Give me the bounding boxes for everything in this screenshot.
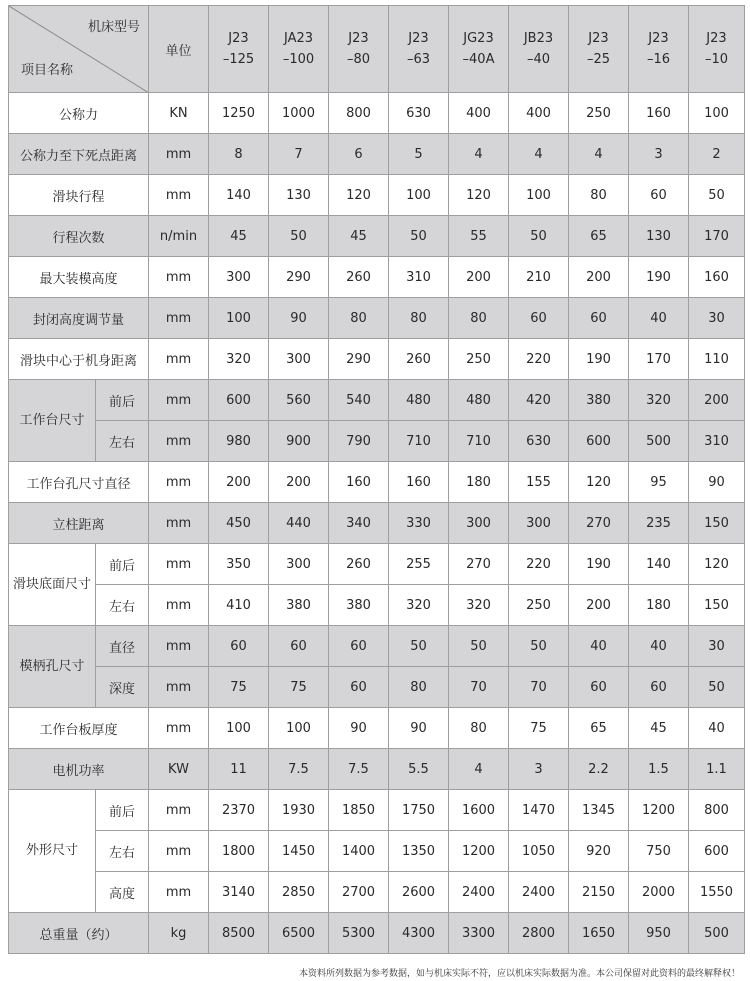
value-cell: 500 — [629, 421, 689, 462]
group-label: 模柄孔尺寸 — [9, 626, 96, 708]
value-cell: 50 — [509, 626, 569, 667]
value-cell: 80 — [449, 298, 509, 339]
spec-row — [9, 749, 745, 790]
row-label: 工作台板厚度 — [9, 708, 149, 749]
value-cell: 60 — [569, 667, 629, 708]
value-cell: 200 — [449, 257, 509, 298]
value-cell: 60 — [629, 667, 689, 708]
value-cell: 300 — [269, 544, 329, 585]
unit-cell: mm — [149, 626, 209, 667]
value-cell: 320 — [389, 585, 449, 626]
row-label: 最大装模高度 — [9, 257, 149, 298]
model-header-8 — [629, 6, 689, 93]
unit-cell: mm — [149, 872, 209, 913]
value-cell: 5300 — [329, 913, 389, 954]
value-cell: 330 — [389, 503, 449, 544]
sub-label: 前后 — [96, 544, 149, 585]
value-cell: 1050 — [509, 831, 569, 872]
value-cell: 8 — [209, 134, 269, 175]
value-cell: 155 — [509, 462, 569, 503]
spec-row — [9, 708, 745, 749]
row-label: 总重量（约） — [9, 913, 149, 954]
value-cell: 220 — [509, 339, 569, 380]
value-cell: 250 — [569, 93, 629, 134]
spec-table — [8, 5, 745, 954]
value-cell: 100 — [689, 93, 745, 134]
unit-cell: mm — [149, 134, 209, 175]
value-cell: 3 — [509, 749, 569, 790]
value-cell: 75 — [269, 667, 329, 708]
value-cell: 50 — [449, 626, 509, 667]
value-cell: 130 — [629, 216, 689, 257]
value-cell: 50 — [689, 175, 745, 216]
spec-row — [9, 134, 745, 175]
value-cell: 290 — [269, 257, 329, 298]
value-cell: 45 — [209, 216, 269, 257]
value-cell: 30 — [689, 298, 745, 339]
spec-row — [9, 421, 745, 462]
value-cell: 3300 — [449, 913, 509, 954]
value-cell: 310 — [689, 421, 745, 462]
model-series: JA23 — [283, 31, 314, 46]
model-series: J23 — [588, 31, 609, 46]
spec-row — [9, 667, 745, 708]
value-cell: 380 — [569, 380, 629, 421]
sub-label: 直径 — [96, 626, 149, 667]
value-cell: 120 — [329, 175, 389, 216]
model-size: –10 — [704, 52, 729, 67]
value-cell: 90 — [329, 708, 389, 749]
value-cell: 255 — [389, 544, 449, 585]
value-cell: 2000 — [629, 872, 689, 913]
model-size: –100 — [282, 52, 315, 67]
value-cell: 1200 — [449, 831, 509, 872]
row-label: 公称力至下死点距离 — [9, 134, 149, 175]
value-cell: 630 — [389, 93, 449, 134]
value-cell: 300 — [449, 503, 509, 544]
spec-row — [9, 339, 745, 380]
value-cell: 40 — [629, 626, 689, 667]
unit-cell: mm — [149, 421, 209, 462]
row-label: 封闭高度调节量 — [9, 298, 149, 339]
row-label: 工作台孔尺寸直径 — [9, 462, 149, 503]
model-size: –16 — [646, 52, 671, 67]
value-cell: 50 — [269, 216, 329, 257]
value-cell: 1350 — [389, 831, 449, 872]
value-cell: 270 — [569, 503, 629, 544]
value-cell: 120 — [569, 462, 629, 503]
value-cell: 300 — [269, 339, 329, 380]
sub-label: 左右 — [96, 585, 149, 626]
value-cell: 1.1 — [689, 749, 745, 790]
value-cell: 3140 — [209, 872, 269, 913]
spec-row — [9, 585, 745, 626]
value-cell: 4 — [449, 134, 509, 175]
unit-cell: mm — [149, 667, 209, 708]
value-cell: 1470 — [509, 790, 569, 831]
value-cell: 90 — [269, 298, 329, 339]
unit-cell: mm — [149, 175, 209, 216]
value-cell: 90 — [389, 708, 449, 749]
value-cell: 4 — [509, 134, 569, 175]
value-cell: 100 — [269, 708, 329, 749]
value-cell: 100 — [209, 708, 269, 749]
unit-cell: mm — [149, 462, 209, 503]
value-cell: 30 — [689, 626, 745, 667]
spec-row — [9, 872, 745, 913]
model-series: J23 — [648, 31, 669, 46]
value-cell: 710 — [389, 421, 449, 462]
value-cell: 7.5 — [329, 749, 389, 790]
value-cell: 80 — [389, 298, 449, 339]
value-cell: 100 — [209, 298, 269, 339]
value-cell: 320 — [449, 585, 509, 626]
value-cell: 2850 — [269, 872, 329, 913]
value-cell: 1450 — [269, 831, 329, 872]
value-cell: 4 — [449, 749, 509, 790]
model-series: J23 — [228, 31, 249, 46]
value-cell: 1200 — [629, 790, 689, 831]
value-cell: 4300 — [389, 913, 449, 954]
sub-label: 左右 — [96, 421, 149, 462]
value-cell: 600 — [569, 421, 629, 462]
value-cell: 150 — [689, 585, 745, 626]
model-size: –40A — [462, 52, 495, 67]
value-cell: 7.5 — [269, 749, 329, 790]
value-cell: 160 — [389, 462, 449, 503]
model-series: J23 — [348, 31, 369, 46]
value-cell: 2400 — [449, 872, 509, 913]
model-header-3 — [329, 6, 389, 93]
unit-cell: KW — [149, 749, 209, 790]
value-cell: 80 — [569, 175, 629, 216]
sub-label: 前后 — [96, 790, 149, 831]
unit-cell: mm — [149, 585, 209, 626]
value-cell: 150 — [689, 503, 745, 544]
model-header-1 — [209, 6, 269, 93]
spec-row — [9, 298, 745, 339]
value-cell: 80 — [449, 708, 509, 749]
value-cell: 200 — [209, 462, 269, 503]
value-cell: 950 — [629, 913, 689, 954]
value-cell: 60 — [509, 298, 569, 339]
value-cell: 235 — [629, 503, 689, 544]
value-cell: 60 — [329, 667, 389, 708]
value-cell: 50 — [389, 216, 449, 257]
value-cell: 2800 — [509, 913, 569, 954]
value-cell: 100 — [389, 175, 449, 216]
group-label: 外形尺寸 — [9, 790, 96, 913]
value-cell: 50 — [389, 626, 449, 667]
value-cell: 90 — [689, 462, 745, 503]
value-cell: 1600 — [449, 790, 509, 831]
model-series: JG23 — [463, 31, 494, 46]
value-cell: 65 — [569, 216, 629, 257]
value-cell: 220 — [509, 544, 569, 585]
sub-label: 前后 — [96, 380, 149, 421]
row-label: 滑块中心于机身距离 — [9, 339, 149, 380]
value-cell: 6500 — [269, 913, 329, 954]
corner-label-item: 项目名称 — [21, 63, 74, 78]
unit-cell: mm — [149, 544, 209, 585]
value-cell: 560 — [269, 380, 329, 421]
value-cell: 630 — [509, 421, 569, 462]
value-cell: 200 — [569, 585, 629, 626]
value-cell: 600 — [209, 380, 269, 421]
value-cell: 40 — [569, 626, 629, 667]
value-cell: 450 — [209, 503, 269, 544]
value-cell: 440 — [269, 503, 329, 544]
model-header-9 — [689, 6, 745, 93]
value-cell: 45 — [329, 216, 389, 257]
value-cell: 5.5 — [389, 749, 449, 790]
value-cell: 2 — [689, 134, 745, 175]
value-cell: 80 — [389, 667, 449, 708]
value-cell: 2400 — [509, 872, 569, 913]
row-label: 电机功率 — [9, 749, 149, 790]
value-cell: 410 — [209, 585, 269, 626]
value-cell: 80 — [329, 298, 389, 339]
row-label: 立柱距离 — [9, 503, 149, 544]
unit-cell: kg — [149, 913, 209, 954]
value-cell: 3 — [629, 134, 689, 175]
model-header-4 — [389, 6, 449, 93]
value-cell: 170 — [629, 339, 689, 380]
value-cell: 50 — [509, 216, 569, 257]
value-cell: 2.2 — [569, 749, 629, 790]
value-cell: 270 — [449, 544, 509, 585]
value-cell: 1550 — [689, 872, 745, 913]
value-cell: 1850 — [329, 790, 389, 831]
value-cell: 2700 — [329, 872, 389, 913]
value-cell: 70 — [449, 667, 509, 708]
spec-row — [9, 831, 745, 872]
spec-row — [9, 175, 745, 216]
value-cell: 190 — [569, 544, 629, 585]
value-cell: 1800 — [209, 831, 269, 872]
value-cell: 60 — [329, 626, 389, 667]
unit-cell: n/min — [149, 216, 209, 257]
value-cell: 300 — [209, 257, 269, 298]
value-cell: 170 — [689, 216, 745, 257]
value-cell: 140 — [209, 175, 269, 216]
sub-label: 深度 — [96, 667, 149, 708]
value-cell: 4 — [569, 134, 629, 175]
row-label: 行程次数 — [9, 216, 149, 257]
model-header-5 — [449, 6, 509, 93]
value-cell: 40 — [629, 298, 689, 339]
value-cell: 340 — [329, 503, 389, 544]
value-cell: 310 — [389, 257, 449, 298]
value-cell: 800 — [329, 93, 389, 134]
value-cell: 2150 — [569, 872, 629, 913]
value-cell: 11 — [209, 749, 269, 790]
value-cell: 420 — [509, 380, 569, 421]
value-cell: 2370 — [209, 790, 269, 831]
header-corner-cell — [9, 6, 149, 93]
model-size: –40 — [526, 52, 551, 67]
value-cell: 6 — [329, 134, 389, 175]
value-cell: 250 — [449, 339, 509, 380]
model-header-6 — [509, 6, 569, 93]
value-cell: 540 — [329, 380, 389, 421]
value-cell: 480 — [449, 380, 509, 421]
value-cell: 45 — [629, 708, 689, 749]
value-cell: 190 — [629, 257, 689, 298]
spec-row — [9, 93, 745, 134]
value-cell: 790 — [329, 421, 389, 462]
unit-cell: mm — [149, 298, 209, 339]
value-cell: 110 — [689, 339, 745, 380]
spec-row — [9, 257, 745, 298]
row-label: 公称力 — [9, 93, 149, 134]
unit-cell: mm — [149, 831, 209, 872]
value-cell: 250 — [509, 585, 569, 626]
model-size: –80 — [346, 52, 371, 67]
value-cell: 7 — [269, 134, 329, 175]
unit-cell: mm — [149, 339, 209, 380]
value-cell: 140 — [629, 544, 689, 585]
value-cell: 60 — [569, 298, 629, 339]
value-cell: 60 — [209, 626, 269, 667]
row-label: 滑块行程 — [9, 175, 149, 216]
model-series: J23 — [706, 31, 727, 46]
model-series: J23 — [408, 31, 429, 46]
group-label: 工作台尺寸 — [9, 380, 96, 462]
value-cell: 180 — [449, 462, 509, 503]
unit-cell: mm — [149, 380, 209, 421]
value-cell: 160 — [629, 93, 689, 134]
model-size: –63 — [406, 52, 431, 67]
value-cell: 290 — [329, 339, 389, 380]
value-cell: 320 — [209, 339, 269, 380]
spec-row — [9, 503, 745, 544]
spec-row — [9, 380, 745, 421]
model-series: JB23 — [523, 31, 554, 46]
unit-cell: mm — [149, 257, 209, 298]
value-cell: 210 — [509, 257, 569, 298]
value-cell: 70 — [509, 667, 569, 708]
group-label: 滑块底面尺寸 — [9, 544, 96, 626]
value-cell: 160 — [689, 257, 745, 298]
model-header-2 — [269, 6, 329, 93]
value-cell: 380 — [329, 585, 389, 626]
value-cell: 60 — [269, 626, 329, 667]
value-cell: 260 — [389, 339, 449, 380]
value-cell: 55 — [449, 216, 509, 257]
value-cell: 350 — [209, 544, 269, 585]
value-cell: 120 — [689, 544, 745, 585]
spec-row — [9, 544, 745, 585]
value-cell: 1400 — [329, 831, 389, 872]
value-cell: 160 — [329, 462, 389, 503]
value-cell: 120 — [449, 175, 509, 216]
value-cell: 920 — [569, 831, 629, 872]
value-cell: 500 — [689, 913, 745, 954]
value-cell: 200 — [569, 257, 629, 298]
spec-row — [9, 626, 745, 667]
value-cell: 130 — [269, 175, 329, 216]
spec-row — [9, 913, 745, 954]
unit-header: 单位 — [149, 6, 209, 93]
value-cell: 1250 — [209, 93, 269, 134]
value-cell: 190 — [569, 339, 629, 380]
model-size: –125 — [222, 52, 255, 67]
spec-row — [9, 790, 745, 831]
model-size: –25 — [586, 52, 611, 67]
unit-cell: mm — [149, 503, 209, 544]
value-cell: 320 — [629, 380, 689, 421]
value-cell: 710 — [449, 421, 509, 462]
value-cell: 260 — [329, 257, 389, 298]
value-cell: 50 — [689, 667, 745, 708]
value-cell: 380 — [269, 585, 329, 626]
value-cell: 65 — [569, 708, 629, 749]
spec-row — [9, 462, 745, 503]
value-cell: 1.5 — [629, 749, 689, 790]
value-cell: 800 — [689, 790, 745, 831]
value-cell: 200 — [689, 380, 745, 421]
value-cell: 8500 — [209, 913, 269, 954]
value-cell: 480 — [389, 380, 449, 421]
value-cell: 400 — [449, 93, 509, 134]
value-cell: 1650 — [569, 913, 629, 954]
sub-label: 高度 — [96, 872, 149, 913]
value-cell: 900 — [269, 421, 329, 462]
unit-cell: KN — [149, 93, 209, 134]
unit-cell: mm — [149, 708, 209, 749]
value-cell: 600 — [689, 831, 745, 872]
value-cell: 200 — [269, 462, 329, 503]
value-cell: 980 — [209, 421, 269, 462]
header-row — [9, 6, 745, 93]
corner-label-model: 机床型号 — [87, 20, 140, 35]
unit-cell: mm — [149, 790, 209, 831]
value-cell: 300 — [509, 503, 569, 544]
value-cell: 1930 — [269, 790, 329, 831]
model-header-7 — [569, 6, 629, 93]
value-cell: 750 — [629, 831, 689, 872]
value-cell: 260 — [329, 544, 389, 585]
value-cell: 1750 — [389, 790, 449, 831]
value-cell: 40 — [689, 708, 745, 749]
value-cell: 1000 — [269, 93, 329, 134]
value-cell: 1345 — [569, 790, 629, 831]
value-cell: 75 — [509, 708, 569, 749]
value-cell: 2600 — [389, 872, 449, 913]
value-cell: 60 — [629, 175, 689, 216]
value-cell: 75 — [209, 667, 269, 708]
sub-label: 左右 — [96, 831, 149, 872]
footnote: 本资料所列数据为参考数据，如与机床实际不符，应以机床实际数据为准。本公司保留对此资料的最终解释权！ — [298, 969, 740, 979]
spec-row — [9, 216, 745, 257]
value-cell: 95 — [629, 462, 689, 503]
value-cell: 5 — [389, 134, 449, 175]
value-cell: 100 — [509, 175, 569, 216]
value-cell: 180 — [629, 585, 689, 626]
value-cell: 400 — [509, 93, 569, 134]
